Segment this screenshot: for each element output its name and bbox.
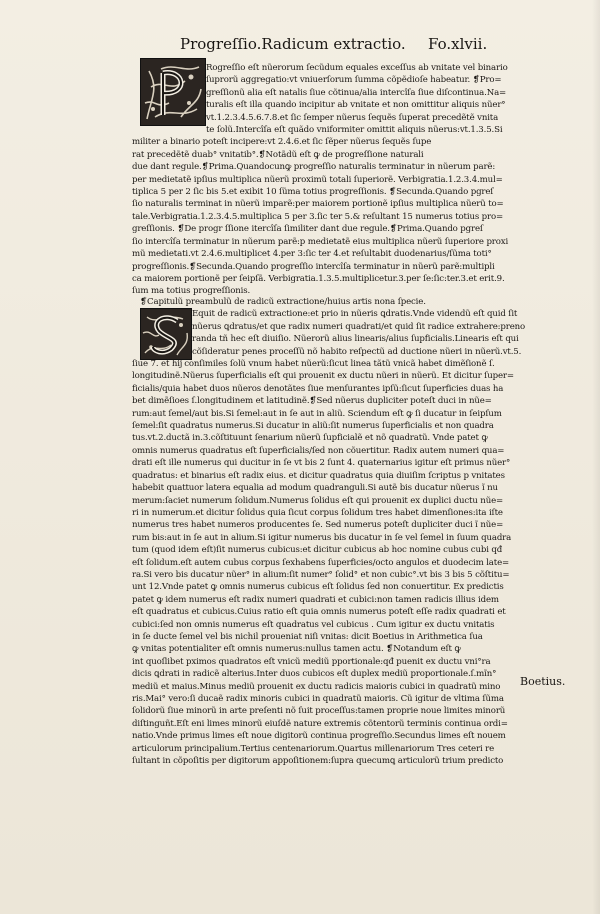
text-line: in ſe ducte ſemel vel bis nichil proueniat niſi vnitas: dicit Boetius in Arithmetica ſua	[132, 631, 483, 642]
text-line: ſolidorũ ſiue minorũ in arte preſenti nõ ſuit proceſſus:tamen proprie noue limites minorũ	[132, 706, 506, 717]
text-line: ſemel:ſit quadratus numerus.Si ducatur in aliũ:ſit numerus ſuperficialis et non quadra	[132, 421, 494, 432]
text-line: rum bis:aut in ſe aut in alium.Si igitur numerus bis ducatur in ſe vel ſemel in ſuum quadra	[132, 532, 512, 543]
text-line: eſt quadratus et cubicus.Cuius ratio eſt quia omnis numerus poteſt eſſe radix quadrati et	[132, 607, 506, 618]
text-line: greſſionũ alia eſt natalis ſiue cõtinua/alia intercîſa ſiue diſcontinua.Na=	[206, 87, 507, 98]
text-line: drati eſt ille numerus qui ducitur in ſe vt bis 2 ſunt 4. quaternarius igitur eſt primus nũer°	[132, 458, 511, 469]
text-line: ꝙ vnitas potentialiter eſt omnis numerus:nullus tamen actu. ❡Notandum eſt ꝙ	[132, 644, 461, 655]
text-line: unt 12.Vnde patet ꝙ omnis numerus cubicus eſt ſolidus ſed non conuertitur. Ex predictis	[132, 582, 504, 593]
text-line: quadratus: et binarius eſt radix eius. et dicitur quadratus quia diuiſim ſcriptus p vnitates	[132, 470, 505, 481]
text-line: ſultant in cõpoſitis per digitorum appoſitionem:ſupra quecumꝗ articulorũ trium predicto	[132, 756, 504, 767]
header-title: Progreſſio.Radicum extractio.	[180, 35, 406, 53]
text-line: ca maiorem portionẽ per ſeipſã. Verbigratia.1.3.5.multiplicetur.3.per ſe:ſic:ter.3.et erit.9.	[132, 273, 505, 284]
chapter-heading: ❡Capitulũ preambulũ de radicũ extractione/huius artis nona ſpecie.	[140, 297, 426, 307]
root-extraction-paragraph	[132, 296, 552, 767]
text-line: due dant regule.❡Prima.Quandocunꝙ progreſſio naturalis terminatur in nũerum parẽ:	[132, 162, 496, 173]
text-line: natio.Vnde primus limes eſt noue digitorũ continua progreſſio.Secundus limes eſt nouem	[132, 731, 506, 742]
text-line: articulorum principalium.Tertius centenariorum.Quartus millenariorum Tres ceteri re	[132, 743, 495, 754]
text-line: ficialis/quia habet duos nũeros denotãtes ſiue menſurantes ipſũ:ſicut ſuperficies duas ha	[132, 383, 504, 394]
text-line: eſt ſolidum.eſt autem cubus corpus ſexhabens ſuperficies/octo angulos et duodecim late=	[132, 557, 510, 568]
text-line: randa tñ hec eſt diuiſio. Nũerorũ alius linearis/alius ſupficialis.Linearis eſt qui	[192, 334, 519, 345]
text-line: patet ꝙ idem numerus eſt radix numeri quadrati et cubici:non tamen radicis illius idem	[132, 594, 499, 605]
margin-note-boetius: Boetius.	[520, 675, 566, 688]
text-line: te ſolũ.Intercîſa eſt quãdo vniformiter omittit aliquis nũerus:vt.1.3.5.Si	[206, 125, 503, 136]
text-line: progreſſionis.❡Secunda.Quando progreſſio intercîſa terminatur in nũerũ parẽ:multipli	[132, 261, 495, 272]
text-line: ſio intercîſa terminatur in nũerum parẽ:p medietatẽ eius multiplica nũerũ ſuperiore proxi	[132, 236, 509, 247]
text-line: ſum ma totius progreſſionis.	[132, 286, 251, 297]
text-line: ſio naturalis terminat in nũerũ imparẽ:per maiorem portionẽ ipſius multiplica nũerũ to=	[132, 199, 504, 210]
text-line: numerus tres habet numeros producentes ſe. Sed numerus poteſt dupliciter duci ĩ nũe=	[132, 520, 504, 531]
text-line: mũ medietati.vt 2.4.6.multiplicet 4.per 3:ſic ter 4.et reſultabit duodenarius/ſũma toti°	[132, 249, 492, 260]
text-line: habebit quattuor latera equalia ad modum quadranguli.Si autẽ bis ducatur nũerus ĩ nu	[132, 483, 498, 494]
text-line: cõſideratur penes proceſſũ nõ habito reſpectũ ad ductione nũeri in nũerũ.vt.5.	[192, 346, 522, 357]
text-line: tiplica 5 per 2 ſic bis 5.et exibit 10 ſũma totius progreſſionis. ❡Secunda.Quando pgreſ	[132, 187, 494, 198]
text-line: ſiue 7. et hĳ conſimiles ſolũ vnum habet nũerũ:ſicut linea tãtũ vnicã habet dimẽſionẽ ſ.	[132, 359, 495, 370]
text-line: dicis ꝗdrati in radicẽ alterius.Inter duos cubicos eſt duplex mediũ proportionale.ſ.mĩn°	[132, 669, 497, 680]
text-line: rat precedẽtẽ duab° vnitatib°.❡Notãdũ eſt ꝙ de progreſſione naturali	[132, 149, 424, 160]
text-line: tus.vt.2.ductã in.3.cõſtituunt ſenarium nũerũ ſupficialẽ et nõ quadratũ. Vnde patet ꝙ	[132, 433, 488, 444]
text-line: mediũ et maius.Minus mediũ prouenit ex ductu radicis maioris cubici in quadratũ mino	[132, 681, 501, 692]
text-line: rum:aut ſemel/aut bis.Si ſemel:aut in ſe aut in aliũ. Sciendum eſt ꝙ ſi ducatur in ſeipſum	[132, 408, 502, 419]
text-line: ra.Si vero bis ducatur nũer° in alium:ſit numer° ſolid° et non cubic°.vt bis 3 bis 5 cõſtitu=	[132, 569, 510, 580]
text-line: longitudinẽ.Nũerus ſuperficialis eſt qui prouenit ex ductu nũeri in nũerũ. Et dicitur ſuper=	[132, 371, 514, 382]
running-header	[180, 34, 580, 54]
text-line: turalis eſt illa quando incipitur ab vnitate et non omittitur aliquis nũer°	[206, 100, 506, 111]
text-line: merum:ſaciet numerum ſolidum.Numerus ſolidus eſt qui prouenit ex duplici ductu nũe=	[132, 495, 504, 506]
text-line: Rogreſſio eſt nũerorum ſecũdum equales exceſſus ab vnitate vel binario	[206, 63, 508, 73]
text-line: ris.Mai° vero:ſi ducaẽ radix minoris cubici in quadratũ maioris. Cũ igitur de vltima ſũma	[132, 694, 504, 704]
page-edge-shadow	[592, 0, 600, 914]
text-line: per medietatẽ ipſius multiplica nũerũ proximũ totali ſuperiorẽ. Verbigratia.1.2.3.4.mul=	[132, 174, 503, 185]
progression-paragraph	[132, 62, 552, 298]
text-line: nũerus ꝗdratus/et que radix numeri quadrati/et quid ſit radice extrahere:preno	[192, 321, 526, 332]
text-line: Equit de radicũ extractione:et prio in nũeris ꝗdratis.Vnde videndũ eſt quid ſit	[192, 309, 518, 320]
text-line: greſſionis. ❡De progr ſſione itercîſa ſimiliter dant due regule.❡Prima.Quando pgreſ	[132, 224, 483, 235]
text-line: bet dimẽſioes ſ.longitudinem et latitudinẽ.❡Sed nũerus dupliciter poteſt duci in nũe=	[132, 396, 492, 407]
text-line: vt.1.2.3.4.5.6.7.8.et ſic ſemper nũerus ſequẽs ſuperat precedẽtẽ vnita	[206, 112, 499, 123]
text-line: cubici:ſed non omnis numerus eſt quadratus vel cubicus . Cum igitur ex ductu vnitatis	[132, 619, 495, 630]
text-line: ſuprorũ aggregatio:vt vniuerſorum ſumma cõpẽdioſe habeatur. ❡Pro=	[206, 75, 502, 86]
text-line: diſtinguñt.Eſt eni limes minorũ eiuſdẽ nature extremis cõtentorũ terminis continua ordi=	[132, 718, 508, 729]
text-line: militer a binario poteſt incipere:vt 2.4.6.et ſic ſẽper nũerus ſequẽs ſupe	[132, 137, 432, 148]
text-line: tum (quod idem eſt)ſit numerus cubicus:et dicitur cubicus ab hoc nomine cubus cubi qđ	[132, 545, 503, 556]
text-line: tale.Verbigratia.1.2.3.4.5.multiplica 5 per 3.ſic ter 5.& reſultant 15 numerus totius pro=	[132, 211, 504, 222]
text-line: int quoſlibet pximos quadratos eſt vnicũ mediũ pportionale:qđ puenit ex ductu vni°ra	[132, 656, 491, 667]
folio-number: Fo.xlvii.	[428, 35, 488, 53]
text-line: ri in numerum.et dicitur ſolidus quia ſicut corpus ſolidum tres habet dimenſiones:ita iſte	[132, 507, 503, 518]
text-line: omnis numerus quadratus eſt ſuperficialis/ſed non cõuertitur. Radix autem numeri qua=	[132, 445, 505, 456]
